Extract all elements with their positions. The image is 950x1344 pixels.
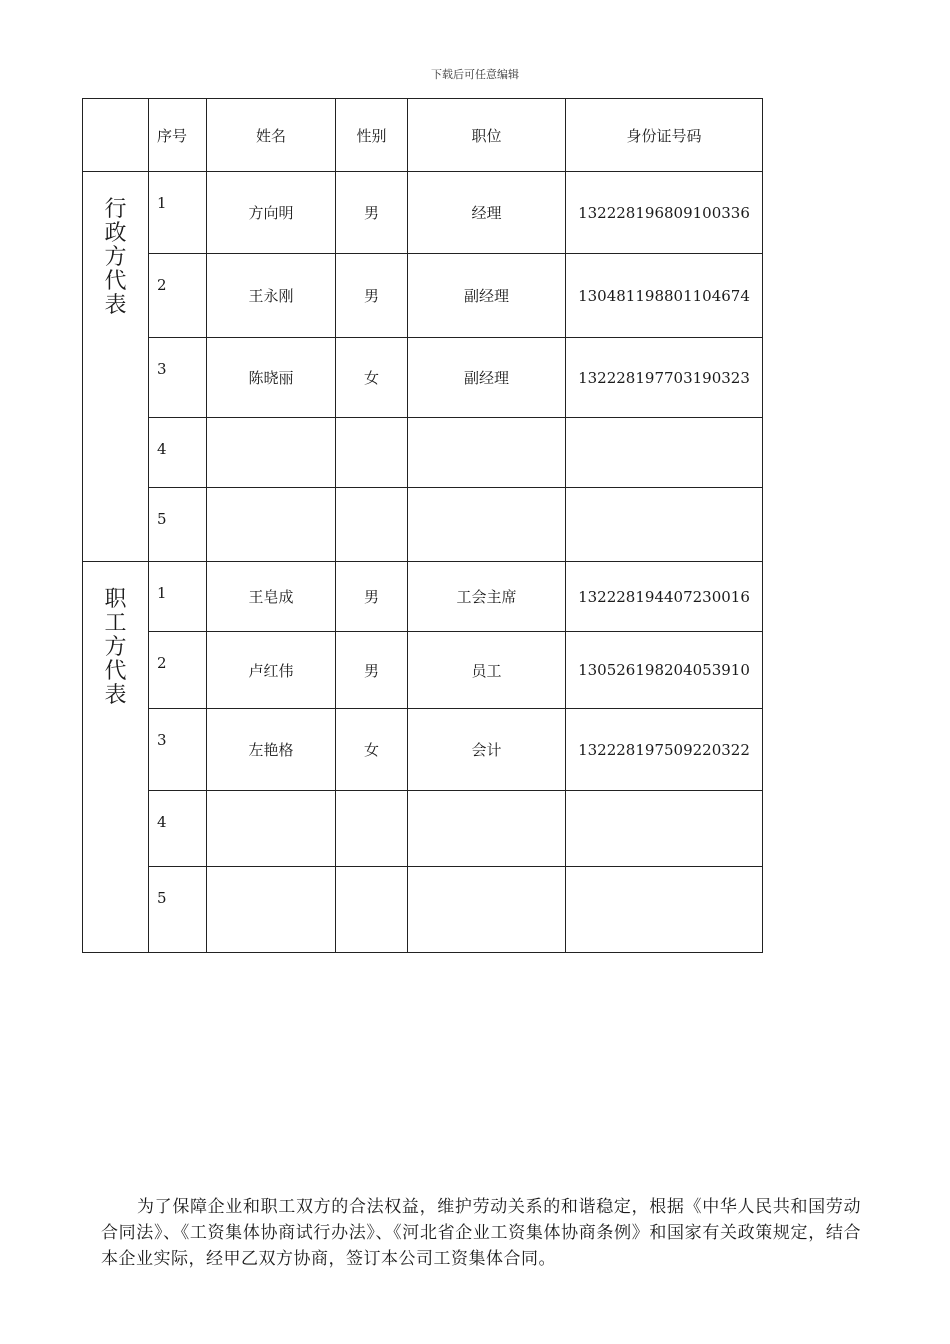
row-name [207,418,336,488]
group-label-admin: 行政方代表 [83,172,149,562]
row-name [207,867,336,953]
table-row [83,172,763,254]
row-gender [336,791,408,867]
row-seq: 4 [149,418,207,488]
header-note: 下载后可任意编辑 [431,68,519,81]
row-name: 左艳格 [207,709,336,791]
row-id: 132228196809100336 [566,172,763,254]
table-row [83,488,763,562]
row-seq: 3 [149,338,207,418]
header-gender: 性别 [336,99,408,172]
row-seq: 5 [149,488,207,562]
row-position: 工会主席 [408,562,566,632]
header-group-cell [83,99,149,172]
row-id [566,791,763,867]
row-position: 员工 [408,632,566,709]
row-name [207,488,336,562]
row-position: 副经理 [408,338,566,418]
row-position [408,418,566,488]
row-id: 132228194407230016 [566,562,763,632]
table-row [83,254,763,338]
row-seq: 2 [149,632,207,709]
row-seq: 4 [149,791,207,867]
body-paragraph: 为了保障企业和职工双方的合法权益，维护劳动关系的和谐稳定，根据《中华人民共和国劳动合同法》、《工资集体协商试行办法》、《河北省企业工资集体协商条例》和国家有关政策规定，结合本企业实际，经甲乙双方协商，签订本公司工资集体合同。 [101,1197,861,1269]
row-position [408,867,566,953]
row-seq: 5 [149,867,207,953]
row-id: 132228197509220322 [566,709,763,791]
row-position: 经理 [408,172,566,254]
row-id: 130481198801104674 [566,254,763,338]
header-seq: 序号 [149,99,207,172]
row-gender [336,418,408,488]
row-name [207,791,336,867]
header-name: 姓名 [207,99,336,172]
row-gender: 男 [336,172,408,254]
row-gender: 男 [336,254,408,338]
row-gender: 女 [336,338,408,418]
table-row [83,338,763,418]
row-seq: 3 [149,709,207,791]
row-seq: 2 [149,254,207,338]
header-id: 身份证号码 [566,99,763,172]
row-name: 王皂成 [207,562,336,632]
header-position: 职位 [408,99,566,172]
table-row [83,562,763,632]
group-label-staff: 职工方代表 [83,562,149,953]
table-row [83,418,763,488]
table-row [83,632,763,709]
row-gender: 男 [336,632,408,709]
row-position [408,791,566,867]
row-name: 方向明 [207,172,336,254]
row-id: 132228197703190323 [566,338,763,418]
row-name: 卢红伟 [207,632,336,709]
row-gender: 女 [336,709,408,791]
row-gender [336,488,408,562]
table-header-row [83,99,763,172]
row-seq: 1 [149,172,207,254]
table-row [83,709,763,791]
row-id [566,867,763,953]
table-row [83,791,763,867]
row-seq: 1 [149,562,207,632]
table-row [83,867,763,953]
row-position [408,488,566,562]
row-position: 副经理 [408,254,566,338]
row-gender: 男 [336,562,408,632]
row-name: 陈晓丽 [207,338,336,418]
row-name: 王永刚 [207,254,336,338]
row-position: 会计 [408,709,566,791]
representatives-table [82,98,763,953]
row-gender [336,867,408,953]
row-id [566,418,763,488]
row-id [566,488,763,562]
row-id: 130526198204053910 [566,632,763,709]
